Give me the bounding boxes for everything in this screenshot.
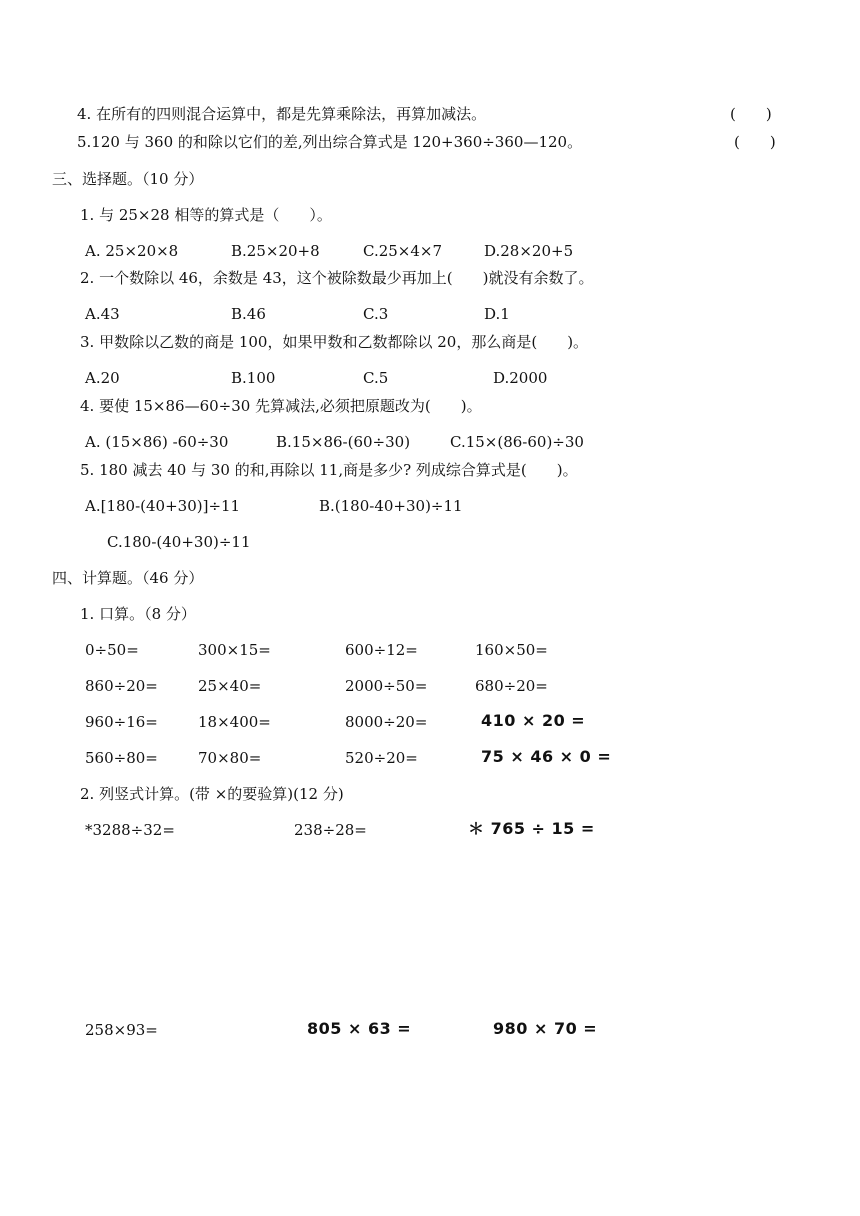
oral-calc-title: 1. 口算。（8 分）: [80, 605, 196, 623]
choice-q5-option-a: A.[180-(40+30)]÷11: [85, 497, 241, 515]
oral-item: 25×40=: [198, 677, 262, 695]
vertical-item: ＊ 765 ÷ 15 =: [468, 819, 595, 838]
choice-q3-option-b: B.100: [231, 369, 276, 387]
choice-q2-option-a: A.43: [85, 305, 120, 323]
judge-q5-answer-paren: ( ): [734, 133, 776, 151]
choice-q1-option-d: D.28×20+5: [484, 242, 574, 260]
choice-q3-option-a: A.20: [85, 369, 120, 387]
oral-item: 0÷50=: [85, 641, 139, 659]
choice-q3-option-d: D.2000: [493, 369, 548, 387]
oral-item: 600÷12=: [345, 641, 418, 659]
section-4-title: 四、计算题。（46 分）: [52, 569, 204, 587]
vertical-item: 980 × 70 =: [493, 1019, 598, 1038]
vertical-item: 238÷28=: [294, 821, 367, 839]
choice-q2-option-c: C.3: [363, 305, 389, 323]
oral-item: 160×50=: [475, 641, 548, 659]
choice-q5-option-b: B.(180-40+30)÷11: [319, 497, 463, 515]
vertical-item: 805 × 63 =: [307, 1019, 412, 1038]
oral-item: 8000÷20=: [345, 713, 428, 731]
choice-q1-option-c: C.25×4×7: [363, 242, 443, 260]
oral-item: 300×15=: [198, 641, 271, 659]
oral-item: 860÷20=: [85, 677, 158, 695]
oral-item: 520÷20=: [345, 749, 418, 767]
choice-q4-option-b: B.15×86-(60÷30): [276, 433, 411, 451]
choice-q5-option-c: C.180-(40+30)÷11: [107, 533, 251, 551]
vertical-calc-title: 2. 列竖式计算。(带 ×的要验算)(12 分): [80, 785, 344, 803]
section-3-title: 三、选择题。（10 分）: [52, 170, 204, 188]
oral-item: 70×80=: [198, 749, 262, 767]
oral-item: 410 × 20 =: [481, 711, 586, 730]
judge-q4-answer-paren: ( ): [730, 105, 772, 123]
vertical-item: *3288÷32=: [85, 821, 175, 839]
oral-item: 560÷80=: [85, 749, 158, 767]
choice-q3-option-c: C.5: [363, 369, 389, 387]
choice-q2-stem: 2. 一个数除以 46，余数是 43，这个被除数最少再加上( )就没有余数了。: [80, 269, 594, 287]
oral-item: 680÷20=: [475, 677, 548, 695]
choice-q5-stem: 5. 180 减去 40 与 30 的和,再除以 11,商是多少? 列成综合算式是( )。: [80, 461, 578, 479]
choice-q4-option-a: A. (15×86) -60÷30: [85, 433, 229, 451]
choice-q1-option-b: B.25×20+8: [231, 242, 320, 260]
choice-q4-option-c: C.15×(86-60)÷30: [450, 433, 584, 451]
oral-item: 75 × 46 × 0 =: [481, 747, 612, 766]
oral-item: 960÷16=: [85, 713, 158, 731]
choice-q1-stem: 1. 与 25×28 相等的算式是（ ）。: [80, 206, 332, 224]
choice-q2-option-b: B.46: [231, 305, 266, 323]
vertical-item: 258×93=: [85, 1021, 158, 1039]
choice-q3-stem: 3. 甲数除以乙数的商是 100，如果甲数和乙数都除以 20，那么商是( )。: [80, 333, 589, 351]
oral-item: 2000÷50=: [345, 677, 428, 695]
judge-q4-text: 4. 在所有的四则混合运算中，都是先算乘除法，再算加减法。: [77, 105, 487, 123]
choice-q1-option-a: A. 25×20×8: [85, 242, 179, 260]
judge-q5-text: 5.120 与 360 的和除以它们的差,列出综合算式是 120+360÷360—120。: [77, 133, 583, 151]
choice-q2-option-d: D.1: [484, 305, 510, 323]
choice-q4-stem: 4. 要使 15×86—60÷30 先算减法,必须把原题改为( )。: [80, 397, 482, 415]
oral-item: 18×400=: [198, 713, 271, 731]
